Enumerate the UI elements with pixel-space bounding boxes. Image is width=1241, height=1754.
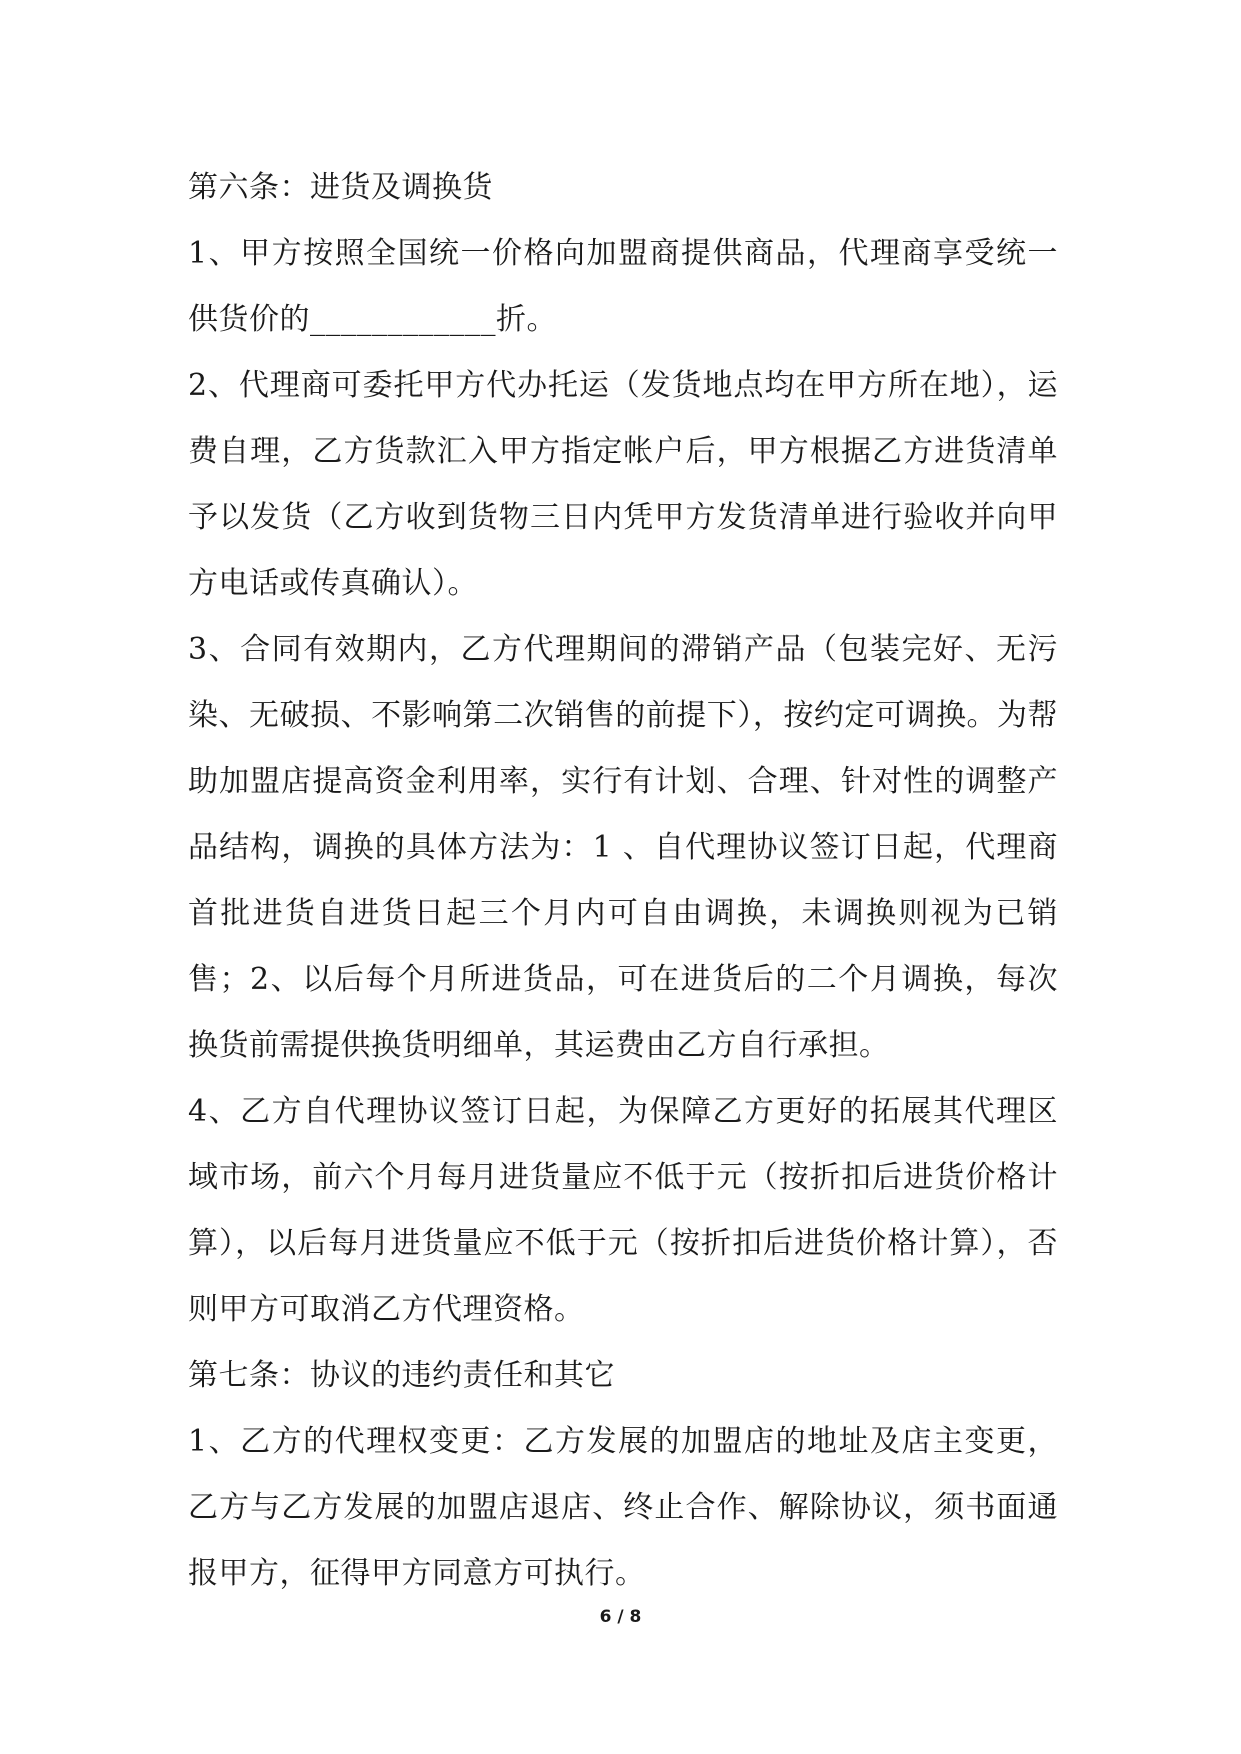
article-six-clause-3: 3、合同有效期内，乙方代理期间的滞销产品（包装完好、无污染、无破损、不影响第二次销售的前提下），按约定可调换。为帮助加盟店提高资金利用率，实行有计划、合理、针对性的调整产品结构，调换的具体方法为：1 、自代理协议签订日起，代理商首批进货自进货日起三个月内可自由调换，未调换则视为已销售；2、以后每个月所进货品，可在进货后的二个月调换，每次换货前需提供换货明细单，其运费由乙方自行承担。 [188, 632, 1058, 1063]
article-six-clause-4: 4、乙方自代理协议签订日起，为保障乙方更好的拓展其代理区域市场，前六个月每月进货量应不低于元（按折扣后进货价格计算），以后每月进货量应不低于元（按折扣后进货价格计算），否则甲方可取消乙方代理资格。 [188, 1094, 1058, 1327]
article-six-heading: 第六条：进货及调换货 [188, 170, 493, 205]
article-six-clause-2: 2、代理商可委托甲方代办托运（发货地点均在甲方所在地），运费自理，乙方货款汇入甲方指定帐户后，甲方根据乙方进货清单予以发货（乙方收到货物三日内凭甲方发货清单进行验收并向甲方电话或传真确认）。 [188, 368, 1058, 601]
article-seven-clause-1: 1、乙方的代理权变更：乙方发展的加盟店的地址及店主变更，乙方与乙方发展的加盟店退店、终止合作、解除协议，须书面通报甲方，征得甲方同意方可执行。 [188, 1424, 1058, 1591]
article-six-clause-1: 1、甲方按照全国统一价格向加盟商提供商品，代理商享受统一供货价的____________折。 [188, 236, 1058, 337]
article-seven-heading: 第七条：协议的违约责任和其它 [188, 1358, 615, 1393]
document-body [188, 155, 1058, 1607]
page-number: 6 / 8 [599, 1607, 642, 1627]
